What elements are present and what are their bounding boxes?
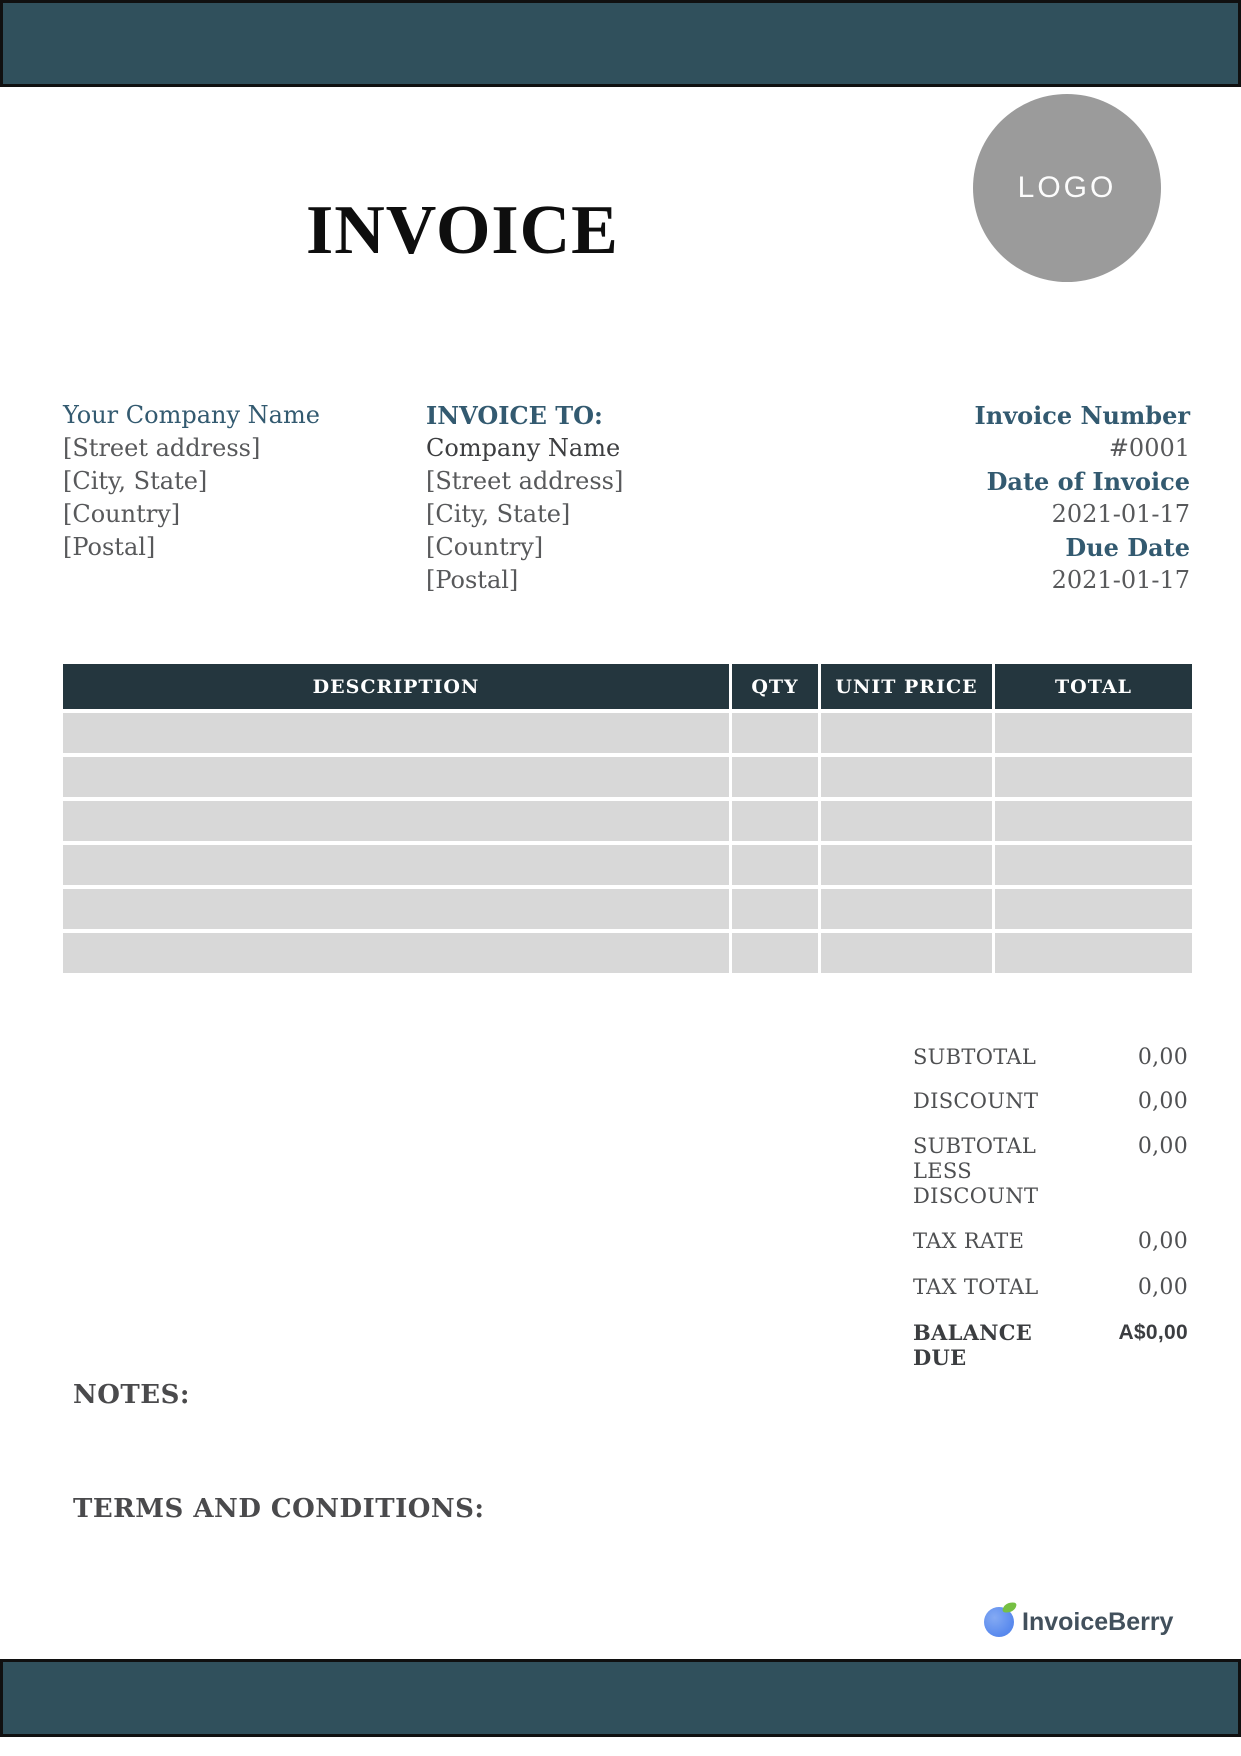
totals-value: 0,00 <box>1137 1134 1188 1159</box>
totals-row <box>913 1089 1188 1114</box>
table-row <box>63 845 1192 885</box>
recipient-address-line: [Country] <box>426 533 544 561</box>
totals-label: SUBTOTAL LESS DISCOUNT <box>913 1134 1039 1208</box>
cell-total <box>995 757 1192 797</box>
sender-address-line: [City, State] <box>63 467 208 495</box>
header-total: TOTAL <box>995 664 1192 709</box>
totals-value: 0,00 <box>1137 1275 1188 1300</box>
recipient-address-line: [City, State] <box>426 500 571 528</box>
notes-heading: NOTES: <box>73 1380 190 1410</box>
cell-description <box>63 845 729 885</box>
line-items-table <box>63 664 1192 973</box>
totals-row <box>913 1320 1188 1370</box>
totals-value: 0,00 <box>1137 1045 1188 1070</box>
brand-name: InvoiceBerry <box>1022 1608 1174 1636</box>
recipient-address-lines <box>426 465 746 597</box>
cell-description <box>63 713 729 753</box>
cell-qty <box>732 889 818 929</box>
invoice-meta <box>850 399 1190 597</box>
cell-description <box>63 933 729 973</box>
company-logo-placeholder <box>973 94 1161 282</box>
cell-unit-price <box>821 801 992 841</box>
totals-value: A$0,00 <box>1118 1321 1188 1344</box>
sender-address-lines <box>63 432 383 564</box>
totals-row <box>913 1134 1188 1209</box>
cell-qty <box>732 933 818 973</box>
header-qty: QTY <box>732 664 818 709</box>
sender-info <box>63 399 383 564</box>
table-row <box>63 801 1192 841</box>
cell-total <box>995 845 1192 885</box>
meta-value: 2021-01-17 <box>1051 500 1190 528</box>
top-decoration-bar <box>0 0 1241 87</box>
meta-label: Date of Invoice <box>986 467 1190 496</box>
leaf-icon <box>1002 1601 1016 1614</box>
table-row <box>63 713 1192 753</box>
meta-value: #0001 <box>1108 434 1190 462</box>
recipient-info <box>426 399 746 597</box>
header-description: DESCRIPTION <box>63 664 729 709</box>
recipient-company-name: Company Name <box>426 434 621 462</box>
cell-unit-price <box>821 757 992 797</box>
cell-unit-price <box>821 933 992 973</box>
sender-address-line: [Street address] <box>63 434 261 462</box>
table-row <box>63 933 1192 973</box>
table-header-row <box>63 664 1192 709</box>
cell-unit-price <box>821 889 992 929</box>
bottom-decoration-bar <box>0 1659 1241 1737</box>
totals-label: SUBTOTAL <box>913 1045 1037 1069</box>
page-title: INVOICE <box>306 192 619 269</box>
meta-label: Invoice Number <box>974 401 1190 430</box>
cell-description <box>63 801 729 841</box>
totals-label: TAX TOTAL <box>913 1275 1039 1299</box>
totals-row <box>913 1275 1188 1300</box>
table-row <box>63 889 1192 929</box>
cell-total <box>995 713 1192 753</box>
invoice-to-heading: INVOICE TO: <box>426 401 603 430</box>
meta-label: Due Date <box>1065 533 1190 562</box>
cell-qty <box>732 801 818 841</box>
cell-total <box>995 933 1192 973</box>
cell-unit-price <box>821 713 992 753</box>
cell-total <box>995 889 1192 929</box>
totals-label: TAX RATE <box>913 1229 1025 1253</box>
totals-value: 0,00 <box>1137 1089 1188 1114</box>
meta-value: 2021-01-17 <box>1051 566 1190 594</box>
recipient-address-line: [Postal] <box>426 566 519 594</box>
header-unit-price: UNIT PRICE <box>821 664 992 709</box>
terms-heading: TERMS AND CONDITIONS: <box>73 1494 485 1524</box>
cell-description <box>63 757 729 797</box>
cell-description <box>63 889 729 929</box>
totals-value: 0,00 <box>1137 1229 1188 1254</box>
table-row <box>63 757 1192 797</box>
logo-placeholder-label: LOGO <box>1017 171 1117 204</box>
sender-address-line: [Country] <box>63 500 181 528</box>
sender-company-name: Your Company Name <box>63 401 320 429</box>
totals-row <box>913 1229 1188 1254</box>
recipient-address-line: [Street address] <box>426 467 624 495</box>
cell-total <box>995 801 1192 841</box>
sender-address-line: [Postal] <box>63 533 156 561</box>
table-body <box>63 713 1192 973</box>
totals-row <box>913 1045 1188 1070</box>
cell-qty <box>732 713 818 753</box>
cell-qty <box>732 845 818 885</box>
cell-unit-price <box>821 845 992 885</box>
cell-qty <box>732 757 818 797</box>
totals-label: BALANCE DUE <box>913 1320 1033 1370</box>
totals-label: DISCOUNT <box>913 1089 1039 1113</box>
